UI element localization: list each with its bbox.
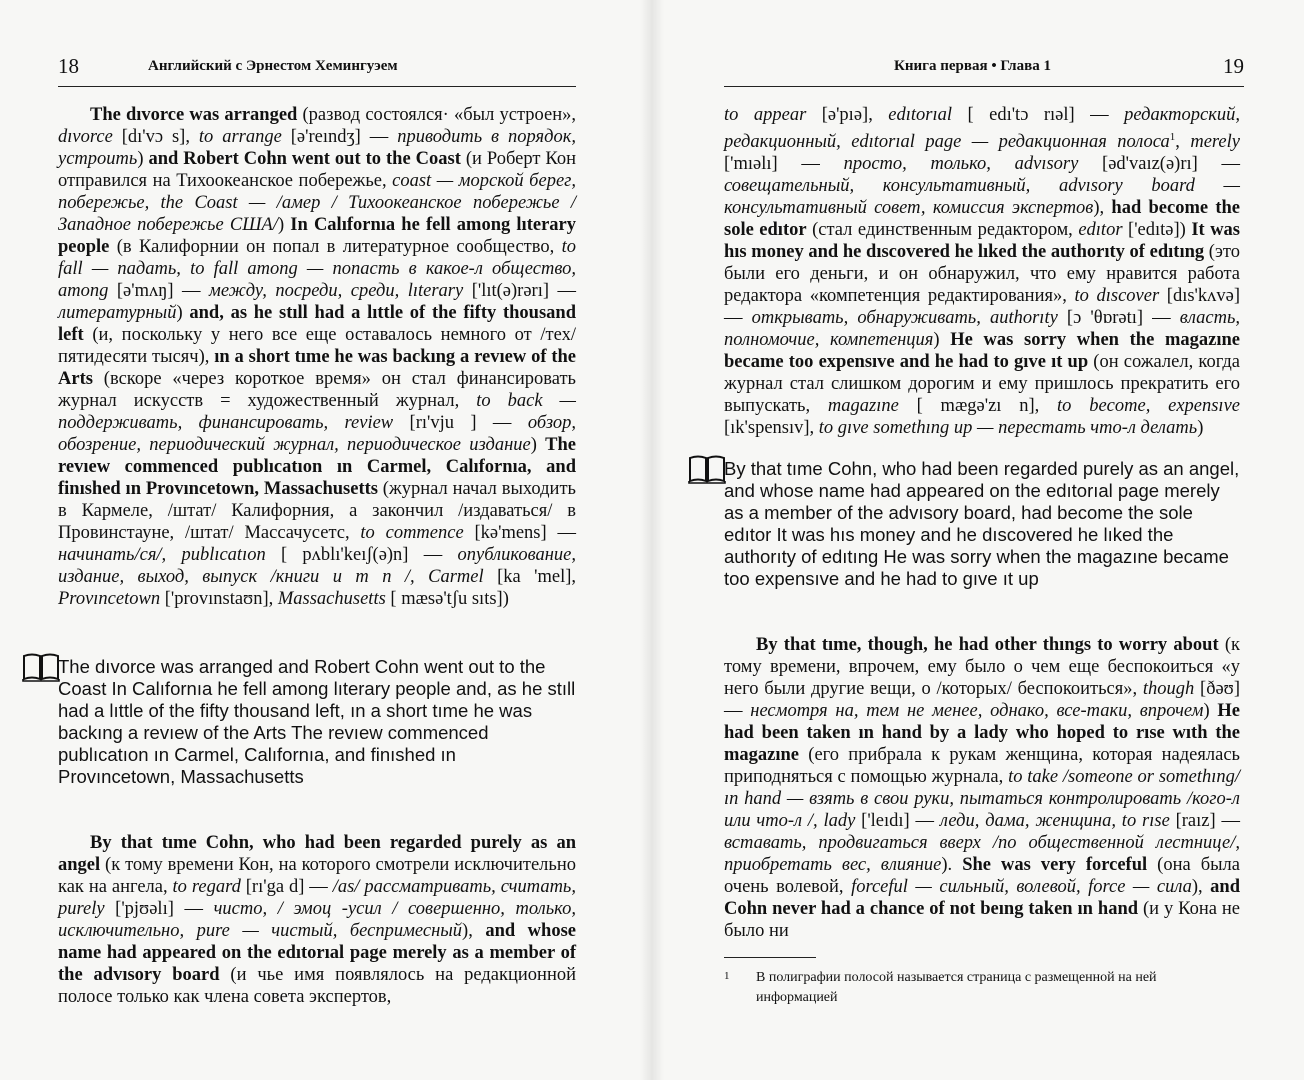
book-icon	[688, 454, 726, 484]
commentary-paragraph	[58, 832, 576, 1008]
plain-text: (и у Кона не было ни	[724, 899, 1241, 941]
plain-text: ['edıtə])	[1122, 220, 1192, 241]
plain-text: ['provınstaʊn],	[160, 589, 278, 609]
plain-text: )	[176, 303, 190, 323]
italic-gloss: forceful — сильный, волевой, force — сила	[851, 877, 1192, 897]
italic-gloss: редакторский, редакционный, edıtorıal page — редакционная полоса	[724, 105, 1240, 153]
commentary-paragraph	[724, 634, 1240, 942]
plain-text: [ka 'mel],	[483, 567, 576, 587]
bold-phrase: The dıvorce was arranged	[90, 105, 298, 125]
plain-text: (это были его деньги, и он обнаружил, что ему нравится работа редактора «компетенция редактирования»,	[724, 242, 1240, 307]
plain-text: [ edı'tɔ rıəl] —	[952, 105, 1125, 125]
footnote-text: В полиграфии полосой называется страница с размещенной на ней информацией	[756, 970, 1157, 1005]
paragraph-text	[58, 104, 576, 610]
plain-text: )	[530, 435, 546, 455]
plain-text: (вскоре «через короткое время» он стал финансировать журнал искусств = художественный журнал,	[58, 369, 576, 411]
paragraph-text	[724, 634, 1240, 942]
footnote-rule	[724, 957, 816, 958]
commentary-paragraph	[724, 104, 1240, 439]
italic-gloss: обзор, обозрение, периодический журнал, периодическое издание	[58, 413, 576, 455]
italic-gloss: вставать, продвигаться вверх /по общественной лестнице/, приобретать вес, влияние	[724, 833, 1240, 875]
plain-text: ,	[1175, 132, 1191, 153]
bold-phrase: He was sorry when the magazıne became too expensıve and he had to gıve ıt up	[724, 330, 1240, 373]
plain-text: [rı'ga d] —	[240, 877, 333, 897]
plain-text: [kə'mens] —	[463, 523, 576, 543]
italic-gloss: приводить в порядок, устроить	[58, 127, 576, 169]
plain-text: )	[1203, 701, 1218, 721]
bold-phrase: and whose name had appeared on the edıtorıal page merely as a member of the advısory board	[58, 921, 576, 985]
italic-gloss: Massachusetts	[277, 589, 386, 609]
italic-gloss: to fall — падать, to fall among — попасть в какое-л общество, among	[58, 237, 576, 301]
plain-text: )	[1197, 418, 1204, 439]
bold-phrase: By that tıme, though, he had other thıngs to worry about	[756, 635, 1219, 655]
footnote-marker: 1	[724, 970, 730, 982]
italic-gloss: edıtor	[1078, 220, 1123, 241]
bold-phrase: By that tıme Cohn, who had been regarded purely as an angel	[58, 833, 576, 875]
italic-gloss: леди, дама, женщина, to rıse	[939, 811, 1170, 831]
plain-text: [dı'vɔ s],	[112, 127, 199, 147]
plain-text: [ık'spensıv],	[724, 418, 819, 439]
plain-text: ).	[941, 855, 963, 875]
paragraph-text	[724, 104, 1240, 439]
bold-phrase: had become the sole edıtor	[724, 198, 1241, 241]
plain-text: ['leıdı] —	[855, 811, 940, 831]
italic-gloss: между, посреди, среди, lıterary	[209, 281, 464, 301]
plain-text: (к тому времени Кон, на которого смотрели исключительно как на ангела,	[58, 855, 576, 897]
bold-phrase: He had been taken ın hand by a lady who hoped to rıse wıth the magazıne	[724, 701, 1240, 765]
plain-text: (и чье имя появлялось на редакционной полосе только как члена совета экспертов,	[58, 965, 576, 1007]
italic-gloss: to dıscover	[1074, 286, 1160, 307]
bold-phrase: and Cohn never had a chance of not beıng taken ın hand	[724, 877, 1240, 919]
plain-text: ['pjʊəlı] —	[104, 899, 214, 919]
plain-text: (и Роберт Кон отправился на Тихоокеанское побережье,	[58, 149, 576, 191]
italic-gloss: to appear	[724, 105, 807, 125]
plain-text: [raız] —	[1169, 811, 1240, 831]
plain-text: [ mægə'zı n],	[898, 396, 1058, 417]
italic-gloss: to gıve somethıng up — перестать что-л делать	[818, 418, 1198, 439]
bold-phrase: In Calıfornıa he fell among lıterary people	[58, 215, 576, 257]
plain-text: (развод состоялся· «был устроен»,	[297, 105, 576, 125]
plain-text: [ mæsə'tʃu sıts])	[385, 589, 509, 609]
plain-text: )	[137, 149, 149, 169]
bold-phrase: The revıew commenced publıcatıon ın Carmel, Calıfornıa, and finıshed ın Provıncetown, Massachusetts	[58, 435, 576, 499]
plain-text: )	[933, 330, 951, 351]
plain-text: [ pʌblı'keıʃ(ə)n] —	[265, 545, 458, 565]
left-running-head	[58, 56, 576, 87]
plain-text: [ə'reındʒ] —	[281, 127, 398, 147]
italic-gloss: magazıne	[827, 396, 899, 417]
plain-text: [dıs'kʌvə] —	[724, 286, 1240, 329]
book-icon	[22, 652, 60, 682]
plain-text: (он сожалел, когда журнал стал слишком дорогим и ему пришлось прекратить его выпускать,	[724, 352, 1240, 417]
plain-text: [rı'vju ] —	[393, 413, 528, 433]
bold-phrase: She was very forceful	[962, 855, 1148, 875]
plain-text: (его прибрала к рукам женщина, которая надеялась приподняться с помощью журнала,	[724, 745, 1240, 787]
plain-text: (к тому времени, впрочем, ему было о чем еще беспокоиться «у него были другие вещи, о /которых/ беспокоиться»,	[724, 635, 1240, 699]
italic-gloss: начинать/ся/, publıcatıon	[58, 545, 266, 565]
running-head-title: Английский с Эрнестом Хемингуэем	[148, 58, 398, 74]
italic-gloss: власть, полномочие, компетенция	[724, 308, 1240, 351]
italic-gloss: просто, только, advısory	[843, 154, 1079, 175]
plain-text: ['lıt(ə)rərı] —	[463, 281, 576, 301]
plain-text: ['mıəlı] —	[724, 154, 844, 175]
plain-text: [ɔ 'θɒrətı] —	[1057, 308, 1180, 329]
plain-text: (стал единственным редактором,	[806, 220, 1079, 241]
italic-gloss: чисто, / эмоц -усил / совершенно, только, исключительно, pure — чистый, беспримесный	[58, 899, 576, 941]
italic-gloss: to regard	[172, 877, 241, 897]
italic-gloss: опубликование, издание, выход, выпуск /книги и т п /, Carmel	[58, 545, 576, 587]
italic-gloss: to back — поддерживать, финансировать, review	[58, 391, 576, 433]
commentary-paragraph	[58, 104, 576, 610]
page-number: 19	[1223, 54, 1244, 78]
plain-text: (в Калифорнии он попал в литературное сообщество,	[109, 237, 562, 257]
italic-gloss: to take /someone or somethıng/ ın hand — взять в свои руки, пытаться контролировать /кого-л или что-л /, lady	[724, 767, 1241, 831]
italic-gloss: совещательный, консультативный, advısory board — консультативный совет, комиссия экспертов	[724, 176, 1240, 219]
italic-gloss: coast — морской берег, побережье, the Coast — /амер / Тихоокеанское побережье /Западное побережье США/	[58, 171, 576, 235]
italic-gloss: литературный	[58, 303, 177, 323]
paragraph-text	[58, 832, 576, 1008]
bold-phrase: It was hıs money and he dıscovered he lıked the authorıty of edıtıng	[724, 220, 1241, 263]
plain-text: (она была очень волевой,	[724, 855, 1240, 897]
plain-text: [ə'mʌŋ] —	[108, 281, 210, 301]
english-passage: The dıvorce was arranged and Robert Cohn went out to the Coast In Calıfornıa he fell among lıterary people and, as he stıll had a lıttle of the fifty thousand left, ın a short tıme he was backıng a revıew of the Arts The revıew commenced publıcatıon ın Carmel, Calıfornıa, and finıshed ın Provıncetown, Massachusetts	[58, 656, 576, 787]
running-head-title: Книга первая • Глава 1	[894, 58, 1051, 74]
plain-text: ),	[462, 921, 486, 941]
plain-text: (и, поскольку у него все еще оставалось немного от /тех/ пятидесяти тысяч),	[58, 325, 576, 367]
italic-gloss: открывать, обнаруживать, authorıty	[751, 308, 1058, 329]
italic-gloss: merely	[1190, 132, 1240, 153]
italic-gloss: /as/ рассматривать, считать, purely	[58, 877, 576, 919]
plain-text: [ðəʊ] —	[724, 679, 1240, 721]
italic-gloss: to arrange	[198, 127, 282, 147]
plain-text: ),	[1191, 877, 1211, 897]
footnote-reference: 1	[1169, 131, 1176, 143]
italic-gloss: edıtorıal	[888, 105, 953, 125]
footnote	[724, 968, 1240, 1008]
page-number: 18	[58, 54, 79, 78]
right-running-head	[724, 56, 1244, 87]
plain-text: [ə'pıə],	[806, 105, 889, 125]
plain-text: (журнал начал выходить в Кармеле, /штат/ Калифорния, а закончил /издаваться/ в Провинстауне, /штат/ Массачусетс,	[58, 479, 576, 543]
plain-text: [əd'vaız(ə)rı] —	[1078, 154, 1240, 175]
italic-gloss: though	[1142, 679, 1195, 699]
english-passage: By that tıme Cohn, who had been regarded purely as an angel, and whose name had appeared on the edıtorıal page merely as a member of the advısory board, had become the sole edıtor It was hıs money and he dıscovered he lıked the authorıty of edıtıng He was sorry when the magazıne became too expensıve and he had to gıve ıt up	[724, 458, 1240, 589]
italic-gloss: несмотря на, тем не менее, однако, все-таки, впрочем	[750, 701, 1204, 721]
italic-gloss: to commence	[360, 523, 464, 543]
italic-gloss: to become, expensıve	[1057, 396, 1240, 417]
bold-phrase: ın a short tıme he was backıng a revıew of the Arts	[58, 347, 577, 389]
plain-text: ),	[1093, 198, 1112, 219]
italic-gloss: Provıncetown	[58, 589, 161, 609]
bold-phrase: and, as he stıll had a lıttle of the fifty thousand left	[58, 303, 576, 345]
italic-gloss: dıvorce	[58, 127, 113, 147]
plain-text: )	[277, 215, 291, 235]
bold-phrase: and Robert Cohn went out to the Coast	[148, 149, 461, 169]
